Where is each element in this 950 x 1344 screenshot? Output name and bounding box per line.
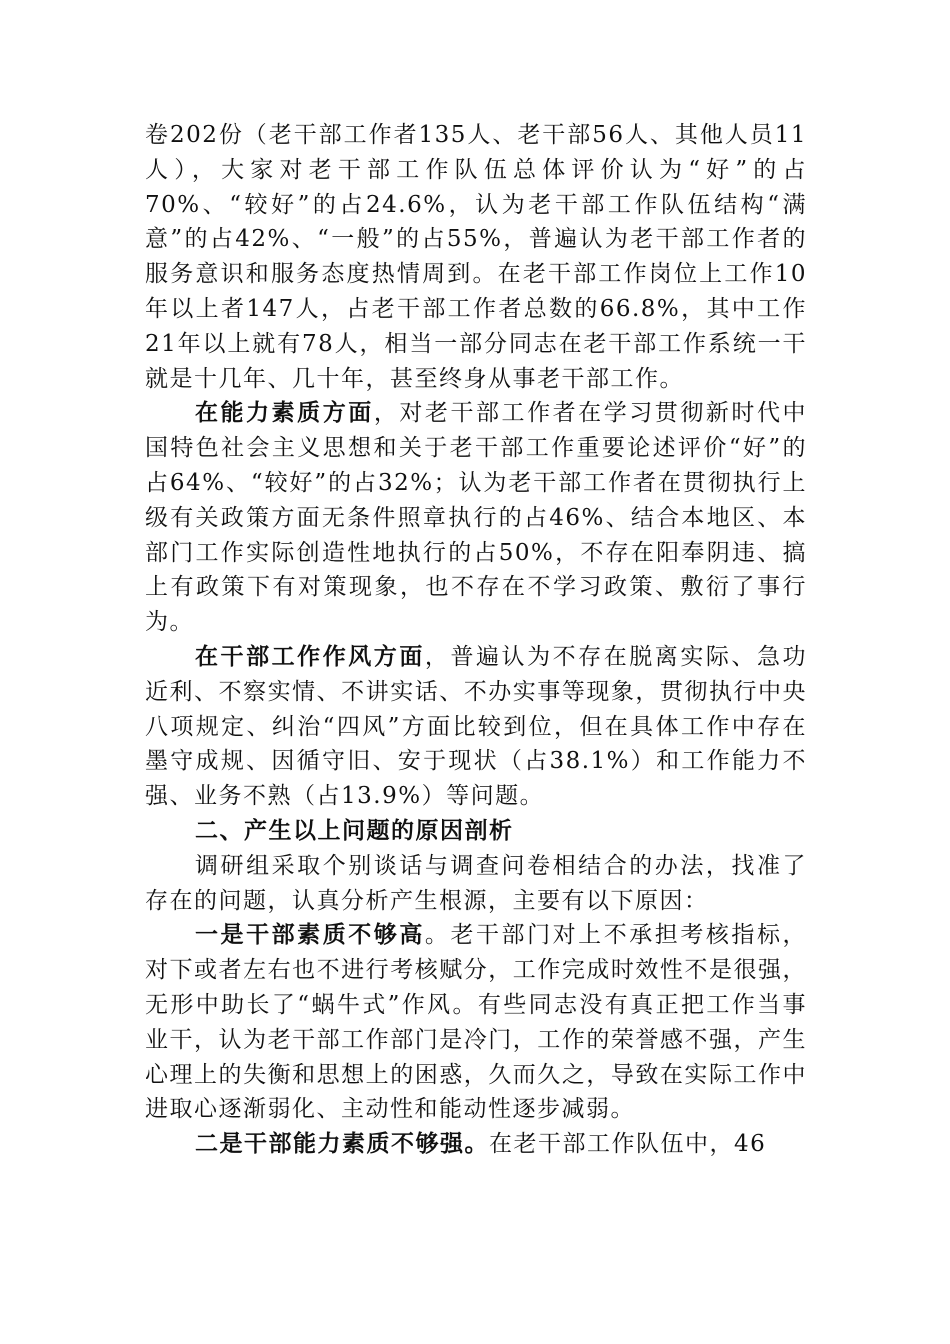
paragraph-lead: 在能力素质方面 [195, 399, 374, 427]
paragraph-lead: 二是干部能力素质不够强。 [195, 1130, 489, 1158]
section-heading: 二、产生以上问题的原因剖析 [195, 817, 514, 844]
paragraph-text: ，对老干部工作者在学习贯彻新时代中国特色社会主义思想和关于老干部工作重要论述评价“好”的占64%、“较好”的占32%；认为老干部工作者在贯彻执行上级有关政策方面无条件照章执行的占46%、结合本地区、本部门工作实际创造性地执行的占50%，不存在阳奉阴违、搞上有政策下有对策现象，也不存在不学习政策、敷衍了事行为。 [145, 400, 808, 636]
paragraph-method [145, 849, 807, 919]
paragraph-text: 调研组采取个别谈话与调查问卷相结合的办法，找准了存在的问题，认真分析产生根源，主要有以下原因： [145, 852, 807, 914]
paragraph-text: ，普遍认为不存在脱离实际、急功近利、不察实情、不讲实话、不办实事等现象，贯彻执行中央八项规定、纠治“四风”方面比较到位，但在具体工作中存在墨守成规、因循守旧、安于现状（占38.1%）和工作能力不强、业务不熟（占13.9%）等问题。 [145, 643, 808, 810]
document-body [145, 118, 807, 1162]
paragraph-survey-summary [145, 118, 807, 396]
paragraph-ability-quality [145, 396, 807, 640]
paragraph-work-style [145, 640, 807, 814]
paragraph-text: 。老干部门对上不承担考核指标，对下或者左右也不进行考核赋分，工作完成时效性不是很强，无形中助长了“蜗牛式”作风。有些同志没有真正把工作当事业干，认为老干部工作部门是冷门，工作的荣誉感不强，产生心理上的失衡和思想上的困惑，久而久之，导致在实际工作中进取心逐渐弱化、主动性和能动性逐步减弱。 [145, 922, 808, 1123]
paragraph-text: 卷202份（老干部工作者135人、老干部56人、其他人员11人），大家对老干部工作队伍总体评价认为“好”的占70%、“较好”的占24.6%，认为老干部工作队伍结构“满意”的占42%、“一般”的占55%，普遍认为老干部工作者的服务意识和服务态度热情周到。在老干部工作岗位上工作10年以上者147人，占老干部工作者总数的66.8%，其中工作21年以上就有78人，相当一部分同志在老干部工作系统一干就是十几年、几十年，甚至终身从事老干部工作。 [145, 122, 807, 392]
paragraph-lead: 一是干部素质不够高 [195, 921, 425, 949]
paragraph-lead: 在干部工作作风方面 [195, 642, 425, 670]
paragraph-reason-one [145, 918, 807, 1127]
paragraph-text: 在老干部工作队伍中，46 [489, 1131, 767, 1158]
paragraph-reason-two [145, 1127, 807, 1162]
